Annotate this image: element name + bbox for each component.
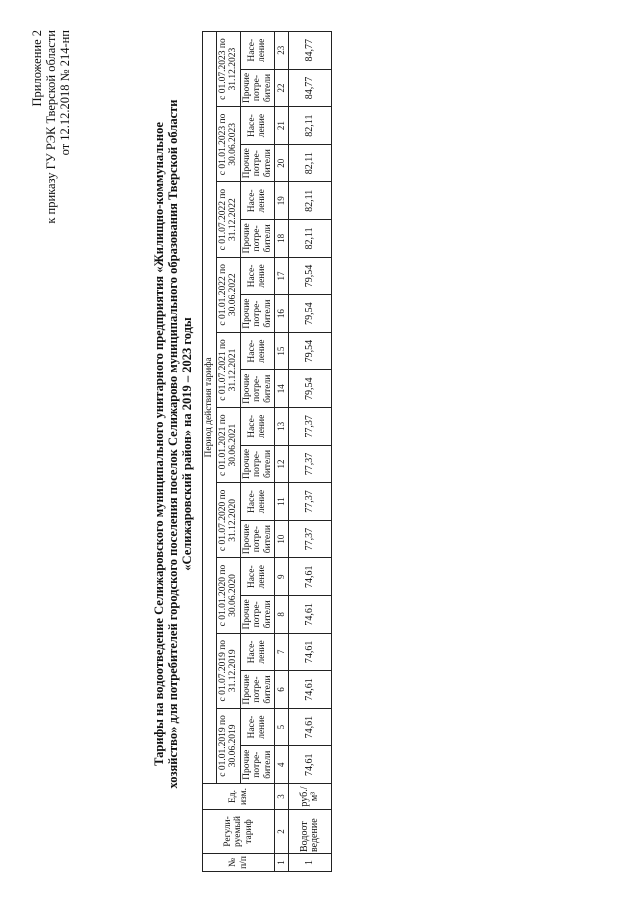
population-cell: Насе-ление [240,633,275,671]
title-line-2: хозяйство» для потребителей городского поселения поселок Селижарово муниципального образования Тверской области [166,99,180,789]
period-cell: с 01.01.2020 по 30.06.2020 [216,558,240,633]
other-consumers-cell: Прочие потре-бители [240,69,275,107]
tariff-value: 84,77 [289,31,332,69]
population-cell: Насе-ление [240,182,275,220]
other-consumers-cell: Прочие потре-бители [240,445,275,483]
column-number: 8 [275,596,289,634]
population-cell: Насе-ление [240,408,275,446]
order-date: от 12.12.2018 № 214-нп [58,30,72,156]
period-cell: с 01.07.2022 по 31.12.2022 [216,182,240,257]
tariff-value: 74,61 [289,671,332,709]
document-title [152,54,194,834]
other-consumers-cell: Прочие потре-бители [240,671,275,709]
col-header-no: № п/п [203,854,275,872]
tariff-value: 79,54 [289,332,332,370]
row-no: 1 [289,854,332,872]
column-number: 9 [275,558,289,596]
order-reference: к приказу ГУ РЭК Тверской области [44,30,58,224]
column-number: 4 [275,746,289,784]
other-consumers-cell: Прочие потре-бители [240,746,275,784]
tariff-value: 74,61 [289,708,332,746]
tariff-value: 82,11 [289,107,332,145]
tariff-value: 79,54 [289,257,332,295]
column-number: 5 [275,708,289,746]
period-cell: с 01.01.2021 по 30.06.2021 [216,408,240,483]
population-cell: Насе-ление [240,107,275,145]
column-number: 10 [275,520,289,558]
column-number: 15 [275,332,289,370]
population-cell: Насе-ление [240,31,275,69]
column-number: 18 [275,220,289,258]
tariff-value: 74,61 [289,633,332,671]
column-number: 11 [275,483,289,521]
other-consumers-cell: Прочие потре-бители [240,596,275,634]
column-number: 21 [275,107,289,145]
tariff-value: 77,37 [289,445,332,483]
appendix-label: Приложение 2 [30,30,44,107]
tariff-value: 77,37 [289,408,332,446]
column-number: 2 [275,810,289,854]
population-cell: Насе-ление [240,483,275,521]
tariff-table [202,31,332,872]
period-header: Период действия тарифа [203,31,217,783]
column-number: 12 [275,445,289,483]
tariff-value: 77,37 [289,483,332,521]
column-number: 19 [275,182,289,220]
population-cell: Насе-ление [240,558,275,596]
period-cell: с 01.07.2019 по 31.12.2019 [216,633,240,708]
row-tariff: Водоот ведение [289,810,332,854]
other-consumers-cell: Прочие потре-бители [240,220,275,258]
period-cell: с 01.01.2022 по 30.06.2022 [216,257,240,332]
column-number: 23 [275,31,289,69]
appendix-header [30,30,72,224]
tariff-value: 74,61 [289,746,332,784]
column-number: 3 [275,784,289,810]
population-cell: Насе-ление [240,332,275,370]
tariff-value: 74,61 [289,558,332,596]
column-number: 17 [275,257,289,295]
tariff-value: 82,11 [289,144,332,182]
col-header-tariff: Регули-руемый тариф [203,810,275,854]
other-consumers-cell: Прочие потре-бители [240,295,275,333]
period-cell: с 01.01.2019 по 30.06.2019 [216,708,240,783]
other-consumers-cell: Прочие потре-бители [240,520,275,558]
tariff-value: 74,61 [289,596,332,634]
population-cell: Насе-ление [240,257,275,295]
title-line-3: «Селижаровский район» на 2019 – 2023 годы [180,317,194,571]
column-number-row [275,31,289,871]
column-number: 1 [275,854,289,872]
column-number: 22 [275,69,289,107]
period-cell: с 01.07.2021 по 31.12.2021 [216,332,240,407]
title-line-1: Тарифы на водоотведение Селижаровского муниципального унитарного предприятия «Жилищно-коммунальное [152,122,166,766]
column-number: 6 [275,671,289,709]
table-row [289,31,332,871]
tariff-value: 79,54 [289,370,332,408]
column-number: 16 [275,295,289,333]
row-unit: руб./м³ [289,784,332,810]
period-cell: с 01.07.2023 по 31.12.2023 [216,31,240,106]
tariff-value: 82,11 [289,220,332,258]
other-consumers-cell: Прочие потре-бители [240,144,275,182]
col-header-unit: Ед. изм. [203,784,275,810]
column-number: 14 [275,370,289,408]
consumer-row [240,31,275,871]
tariff-value: 79,54 [289,295,332,333]
period-cell: с 01.01.2023 по 30.06.2023 [216,107,240,182]
tariff-value: 84,77 [289,69,332,107]
column-number: 13 [275,408,289,446]
column-number: 20 [275,144,289,182]
population-cell: Насе-ление [240,708,275,746]
period-row [216,31,240,871]
other-consumers-cell: Прочие потре-бители [240,370,275,408]
column-number: 7 [275,633,289,671]
period-cell: с 01.07.2020 по 31.12.2020 [216,483,240,558]
tariff-value: 77,37 [289,520,332,558]
tariff-value: 82,11 [289,182,332,220]
